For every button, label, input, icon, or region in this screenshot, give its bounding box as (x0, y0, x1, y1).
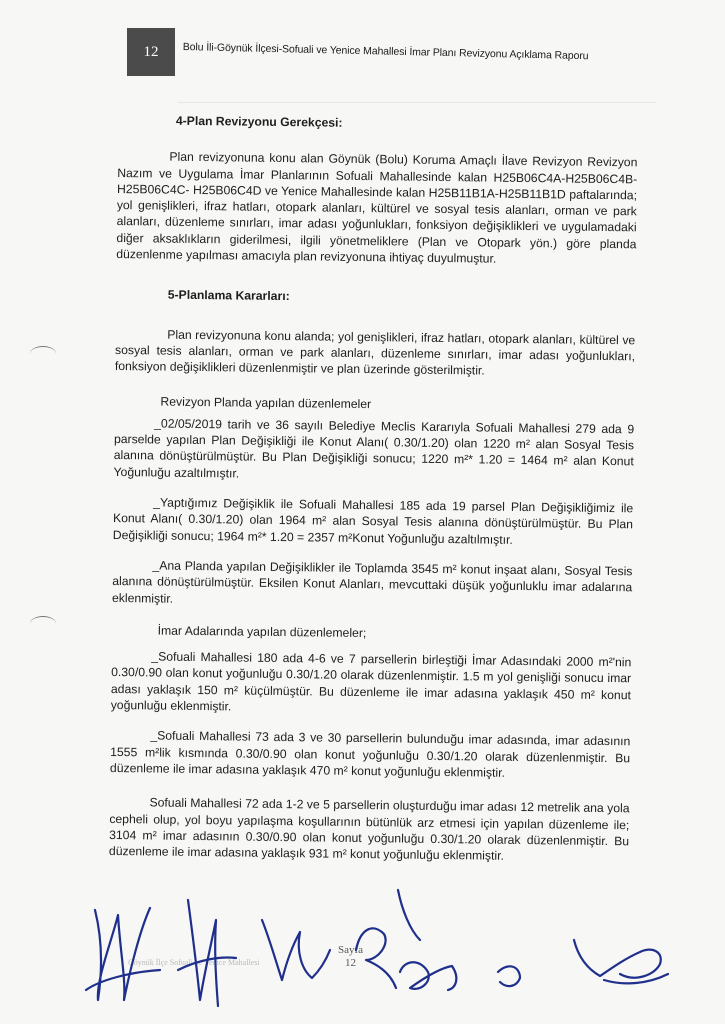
imar-item: _Sofuali Mahallesi 180 ada 4-6 ve 7 parsellerin birleştiği İmar Adasındaki 2000 m²'nin 0.30/0.90 olan konut yoğunluğu 0.30/1.20 olarak düzenlenmiştir. 1.5 m yol genişliği sonucu imar adası yaklaşık 150 m² küçülmüştür. Bu düzenleme ile imar adasına yaklaşık 450 m² konut yoğunluğu eklenmiştir. (110, 649, 632, 714)
imar-item: Sofuali Mahallesi 72 ada 1-2 ve 5 parsellerin oluşturduğu imar adası 12 metrelik ana yola cepheli olup, yol boyu yapılaşma koşullarının bütünlük arz etmesi için yapılan düzenleme ile; 3104 m² imar adasının 0.30/0.90 olan konut yoğunluğu 0.30/1.20 olarak düzenlenmiştir. Bu düzenleme ile imar adasına yaklaşık 931 m² konut yoğunluğu eklenmiştir. (108, 795, 630, 863)
section-4-heading: 4-Plan Revizyonu Gerekçesi: (175, 113, 343, 130)
revision-item: _Yaptığımız Değişiklik ile Sofuali Mahallesi 185 ada 19 parsel Plan Değişikliğimiz ile Konut Alanı( 0.30/1.20) olan 1964 m² alan Sosyal Tesis alanına dönüştürülmüştür. Bu Plan Değişikliği sonucu; 1964 m²* 1.20 = 2357 m²Konut Yoğunluğu azaltılmıştır. (112, 495, 634, 547)
report-body (109, 112, 638, 866)
page-number-box (127, 28, 175, 76)
signature-3 (262, 920, 330, 980)
signature-2 (188, 900, 218, 1006)
signature-7 (574, 940, 661, 978)
signatures (0, 860, 725, 1024)
signature-4 (356, 928, 396, 988)
section-5-paragraph: Plan revizyonuna konu alanda; yol genişlikleri, ifraz hatları, otopark alanları, kültürel ve sosyal tesis alanları, orman ve park alanları, düzenleme sınırları, imar adası yoğunlukları, fonksiyon değişiklikleri düzenlenmiştir ve plan üzerinde gösterilmiştir. (114, 327, 636, 378)
footer-sayfa-label: Sayfa (338, 944, 364, 956)
footer-page-number: 12 (345, 957, 357, 969)
header-title: Bolu İli-Göynük İlçesi-Sofuali ve Yenice Mahallesi İmar Planı Revizyonu Açıklama Raporu (182, 40, 589, 63)
header-divider (178, 102, 656, 103)
section-5-heading: 5-Planlama Kararları: (167, 287, 290, 304)
header-page-number: 12 (143, 43, 159, 60)
imar-label: İmar Adalarında yapılan düzenlemeler; (157, 623, 367, 640)
section-4-paragraph: Plan revizyonuna konu alan Göynük (Bolu) Koruma Amaçlı İlave Revizyon Revizyon Nazım ve Uygulama İmar Planlarının Sofuali Mahallesinde kalan H25B06C4A-H25B06C4B- H25B06C4C- H25B06C4D ve Yenice Mahallesinde kalan H25B11B1A-H25B11B1D paftalarında; yol genişlikleri, ifraz hatları, otopark alanları, kültürel ve sosyal tesis alanları, orman ve park alanları, düzenleme sınırları, imar adası yoğunlukları, fonksiyon değişiklikleri ve uygulamadaki diğer aksaklıkların giderilmesi, ilgili yönetmeliklere (Plan ve Otopark yön.) göre planda düzenlenme yapılması amacıyla plan revizyonuna ihtiyaç duyulmuştur. (116, 149, 638, 266)
revision-item: _02/05/2019 tarih ve 36 sayılı Belediye Meclis Kararıyla Sofuali Mahallesi 279 ada 9 parselde yapılan Plan Değişikliği ile Konut Alanı( 0.30/1.20) olan 1220 m² alan Sosyal Tesis alanına dönüştürülmüştür. Bu Plan Değişikliği sonucu; 1220 m²* 1.20 = 1464 m² alan Konut Yoğunluğu azaltılmıştır. (113, 416, 635, 481)
hole-punch-mark (30, 616, 56, 631)
signature-4-stroke (398, 890, 420, 940)
revision-item: _Ana Planda yapılan Değişiklikler ile Toplamda 3545 m² konut inşaat alanı, Sosyal Tesis alanına dönüştürülmüştür. Eksilen Konut Alanları, mevcuttaki düşük yoğunluklu imar adalarına eklenmiştir. (111, 558, 633, 606)
footer-faint-text: Göynük İlçe Sofuali ve Yenice Mahallesi (128, 958, 260, 967)
hole-punch-mark (30, 346, 56, 361)
signature-6 (498, 966, 520, 986)
signature-5 (400, 962, 456, 990)
imar-item: _Sofuali Mahallesi 73 ada 3 ve 30 parsellerin bulunduğu imar adasında, imar adasının 1555 m²lik kısmında 0.30/0.90 olan konut yoğunluğu 0.30/1.20 olarak düzenlenmiştir. Bu düzenleme ile imar adasına yaklaşık 470 m² konut yoğunluğu eklenmiştir. (109, 728, 631, 780)
revision-label: Revizyon Planda yapılan düzenlemeler (160, 394, 372, 411)
signature-1 (95, 908, 150, 1000)
